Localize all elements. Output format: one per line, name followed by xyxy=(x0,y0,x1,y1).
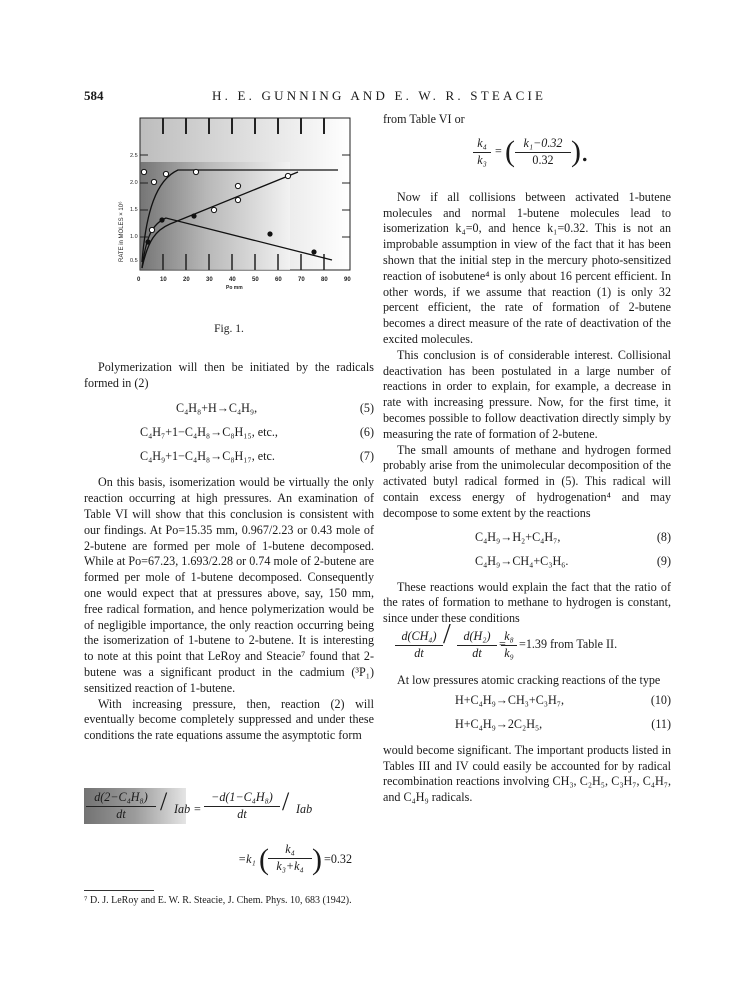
x-tick: 60 xyxy=(275,277,282,283)
x-tick: 30 xyxy=(206,277,213,283)
equation-text: C₄H₉→H₂+C₄H₇, xyxy=(475,529,561,544)
fraction-denominator: k₃ xyxy=(477,152,487,167)
equation-number: (7) xyxy=(359,449,374,464)
equation-number: (5) xyxy=(359,401,374,416)
y-tick: 1.5 xyxy=(130,207,138,213)
left-column xyxy=(84,322,374,744)
x-tick-labels xyxy=(137,277,351,283)
page-number: 584 xyxy=(84,88,104,103)
equation-text: H+C₄H₉→CH₃+C₃H₇, xyxy=(455,692,564,707)
equation-value: =1.39 from Table II. xyxy=(519,636,618,651)
equation-11 xyxy=(383,713,671,737)
y-tick-labels xyxy=(130,153,138,264)
x-tick: 50 xyxy=(252,277,259,283)
equation-value: =0.32 xyxy=(324,852,352,866)
fraction-numerator: k₁−0.32 xyxy=(515,136,571,153)
paragraph: The small amounts of methane and hydrogen formed probably arise from the unimolecular decomposition of the activated butyl radical formed in (5). This radical will contain excess energy of hydrogenation⁴ and may decompose to some extent by the reactions xyxy=(383,442,671,520)
y-tick: 1.0 xyxy=(130,234,138,240)
rate-numerator: −d(1−C₄H₈) xyxy=(204,790,280,807)
paragraph: would become significant. The important products listed in Tables III and IV could easily be accounted for by radical recombination reactions involving CH₃, C₂H₅, C₃H₇, C₄H₇, and C₄H₉ radicals. xyxy=(383,742,671,805)
figure-1-plot xyxy=(118,112,358,312)
fraction-numerator: d(CH₄) xyxy=(395,629,443,646)
equation-number: (10) xyxy=(650,692,671,707)
equation-text: C₄H₇+1−C₄H₈→C₈H₁₅, etc., xyxy=(140,425,278,440)
fraction-denominator: k₉ xyxy=(504,645,514,660)
paragraph: from Table VI or xyxy=(383,112,465,126)
fraction-denominator: dt xyxy=(472,645,482,660)
equation-10 xyxy=(383,689,671,713)
paragraph: With increasing pressure, then, reaction (2) will eventually become completely suppressed and under these conditions the rate equations assume the asymptotic form xyxy=(84,696,374,743)
equation-lead: =k₁ xyxy=(238,852,256,866)
x-tick: 40 xyxy=(229,277,236,283)
equation-7 xyxy=(84,445,374,469)
k-equation: =k₁ ( $\frac{\text{k₄}}{\text{k₃+k₄}}$ ) =0.32 xyxy=(238,842,352,876)
fraction-denominator: 0.32 xyxy=(532,152,554,167)
page-header xyxy=(84,88,664,104)
equation-9 xyxy=(383,550,671,574)
paragraph: At low pressures atomic cracking reactions of the type xyxy=(397,672,661,687)
x-axis-label: Po mm xyxy=(226,285,243,291)
y-tick: 0.5 xyxy=(130,258,138,264)
paragraph: Polymerization will then be initiated by the radicals formed in (2) xyxy=(84,359,374,390)
equation-text: C₄H₈+H→C₄H₉, xyxy=(176,401,258,416)
y-axis-label: RATE in MOLES × 10⁶ xyxy=(119,201,125,262)
iab-symbol: Iab xyxy=(174,802,191,816)
k-ratio-equation: $\frac{\text{k₄}}{\text{k₃}}$ = ( $\frac{\text{k₁−0.32}}{0.32}$ ). xyxy=(383,128,671,176)
paragraph: This conclusion is of considerable interest. Collisional deactivation has been postulated in a large number of reactions in order to explain, for example, a decrease in rate with increasing pressure. Now, for the first time, it becomes possible to follow deactivation directly simply by measuring the rate of formation of 2-butene. xyxy=(383,347,671,441)
equation-number: (9) xyxy=(656,553,671,568)
x-tick: 0 xyxy=(137,277,141,283)
x-tick: 80 xyxy=(321,277,328,283)
equation-8 xyxy=(383,526,671,550)
equation-text: H+C₄H₉→2C₂H₅, xyxy=(455,716,543,731)
figure-caption: Fig. 1. xyxy=(214,323,244,335)
rate-numerator: d(2−C₄H₈) xyxy=(86,790,156,807)
paragraph: On this basis, isomerization would be virtually the only reaction occurring at high pressures. An examination of Table VI will show that this conclusion is consistent with our findings. At Po=15.35 mm, 0.967/2.23 or 0.43 mole of 2-butene are formed per mole of 1-butene decomposed. While at Po=67.23, 1.693/2.28 or 0.74 mole of 2-butene are formed per mole of 1-butene decomposed. Consequently one would expect that at pressures above, say, 150 mm, free radical formation, and hence polymerization would be of negligible importance, the only reaction occurring being the isomerization of 1-butene to 2-butene. It is interesting to note at this point that LeRoy and Steacie⁷ found that 2-butene was a significant product in the cadmium (³P₁) sensitized reaction of 1-butene. xyxy=(84,475,374,695)
footnote: ⁷ D. J. LeRoy and E. W. R. Steacie, J. Chem. Phys. 10, 683 (1942). xyxy=(84,895,352,906)
x-tick: 20 xyxy=(183,277,190,283)
fraction-numerator: d(H₂) xyxy=(457,629,497,646)
fraction-numerator: k₈ xyxy=(501,629,517,646)
equation-text: C₄H₉→CH₄+C₃H₆. xyxy=(475,553,569,568)
fraction-numerator: k₄ xyxy=(473,136,491,153)
equation-number: (6) xyxy=(359,425,374,440)
paragraph: These reactions would explain the fact that the ratio of the rates of formation to methane to hydrogen is constant, since under these conditions xyxy=(383,579,671,626)
x-tick: 10 xyxy=(160,277,167,283)
y-tick: 2.0 xyxy=(130,180,138,186)
running-title: H. E. GUNNING AND E. W. R. STEACIE xyxy=(212,88,547,103)
rate-denominator: dt xyxy=(237,806,247,821)
rate-denominator: dt xyxy=(116,806,126,821)
equation-6 xyxy=(84,421,374,445)
y-tick: 2.5 xyxy=(130,153,138,159)
right-column xyxy=(383,112,671,806)
fraction-numerator: k₄ xyxy=(268,842,312,859)
x-tick: 90 xyxy=(344,277,351,283)
equation-number: (8) xyxy=(656,529,671,544)
x-tick: 70 xyxy=(298,277,305,283)
equation-text: C₄H₉+1−C₄H₈→C₈H₁₇, etc. xyxy=(140,449,275,464)
footnote-block xyxy=(84,890,374,907)
equation-number: (11) xyxy=(651,716,671,731)
solidus: / xyxy=(282,787,290,816)
plot-shading xyxy=(140,162,290,270)
solidus: / xyxy=(160,787,168,816)
paragraph: Now if all collisions between activated 1-butene molecules and normal 1-butene molecules lead to isomerization k₄=0, and hence k₁=0.32. This is not an improbable assumption in view of the fact that it has been shown that the initial step in the mercury photo-sensitized reaction of isobutene⁴ is only about 16 percent efficient. In other words, if we assume that reaction (1) is only 32 percent efficient, the rate of formation of 2-butene becomes a direct measure of the rate of deactivation of the excited molecules. xyxy=(383,189,671,346)
fraction-denominator: dt xyxy=(414,645,424,660)
figure-1 xyxy=(118,112,358,312)
ratio-equation: $\frac{\text{d(CH₄)}}{dt}$ / $\frac{\text{d(H₂)}}{dt}$ $\frac{\text{k₈}}{\text{k₉}}$ = =1.39 from Table II. xyxy=(383,627,671,667)
equation-5 xyxy=(84,397,374,421)
fraction-denominator: k₃+k₄ xyxy=(276,858,304,873)
rate-equation: $\frac{\text{d(2−C₄H₈)}}{dt}$ / Iab = $\frac{\text{−d(1−C₄H₈)}}{dt}$ / Iab xyxy=(86,790,376,836)
footnote-rule xyxy=(84,890,154,891)
iab-symbol: Iab xyxy=(296,802,313,816)
